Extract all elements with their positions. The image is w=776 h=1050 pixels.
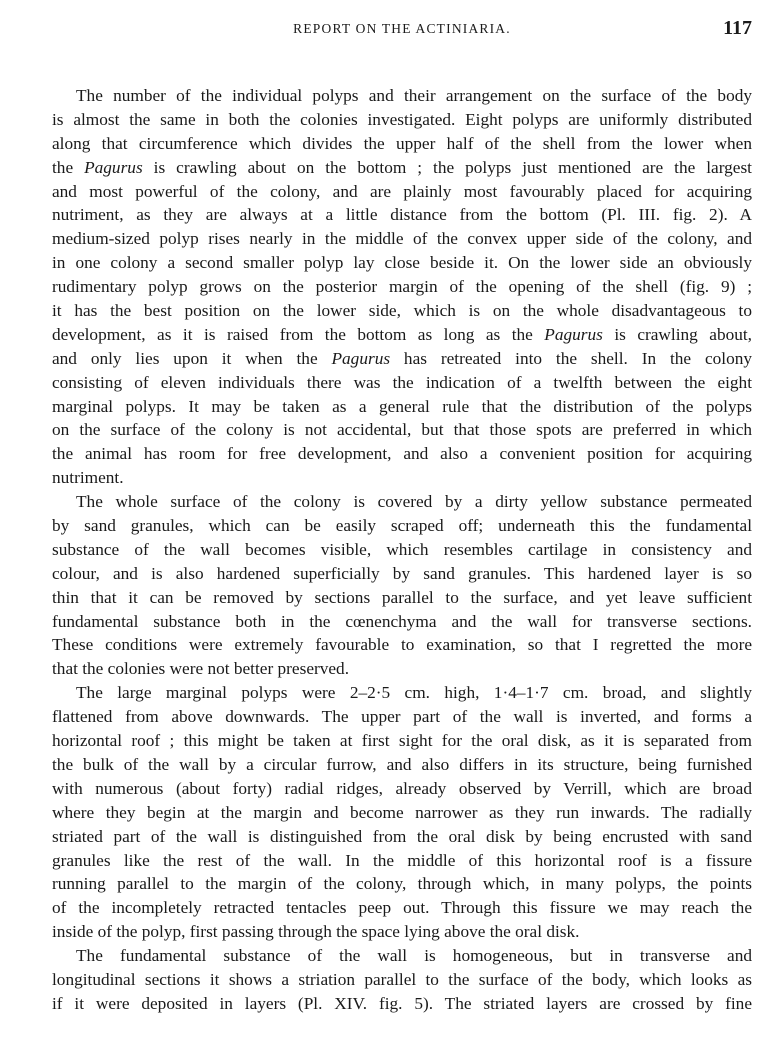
text-line: nutriment.: [52, 468, 124, 488]
text-line: nutriment, as they are always at a little distance from the bottom (Pl. III. fig. 2). A: [52, 205, 752, 225]
text-line: that the colonies were not better preserved.: [52, 659, 350, 679]
text-line: medium-sized polyp rises nearly in the middle of the convex upper side of the colony, and: [52, 229, 752, 249]
text-line: fundamental substance both in the cœnenchyma and the wall for transverse sections.: [52, 611, 752, 631]
text-line: is almost the same in both the colonies investigated. Eight polyps are uniformly distributed: [52, 109, 752, 129]
text-line: development, as it is raised from the bottom as long as the Pagurus is crawling about,: [52, 324, 752, 344]
text-line: These conditions were extremely favourable to examination, so that I regretted the more: [52, 635, 752, 655]
text-line: The fundamental substance of the wall is homogeneous, but in transverse and: [76, 946, 752, 966]
page-number: 117: [723, 17, 752, 39]
running-header: [52, 16, 752, 40]
text-line: marginal polyps. It may be taken as a general rule that the distribution of the polyps: [52, 396, 752, 416]
text-line: striated part of the wall is distinguished from the oral disk by being encrusted with sand: [52, 826, 752, 846]
text-line: substance of the wall becomes visible, which resembles cartilage in consistency and: [52, 539, 752, 559]
text-line: with numerous (about forty) radial ridges, already observed by Verrill, which are broad: [52, 778, 752, 798]
text-line: The number of the individual polyps and their arrangement on the surface of the body: [76, 86, 752, 105]
text-line: it has the best position on the lower side, which is on the whole disadvantageous to: [52, 301, 752, 321]
paragraph: [52, 944, 752, 1016]
text-line: rudimentary polyp grows on the posterior margin of the opening of the shell (fig. 9) ;: [52, 277, 752, 297]
text-line: running parallel to the margin of the colony, through which, in many polyps, the points: [52, 874, 752, 894]
paragraph: [52, 84, 752, 490]
text-line: the bulk of the wall by a circular furrow, and also differs in its structure, being furnished: [52, 754, 752, 774]
text-line: if it were deposited in layers (Pl. XIV. fig. 5). The striated layers are crossed by fine: [52, 993, 752, 1013]
text-line: and only lies upon it when the Pagurus has retreated into the shell. In the colony: [52, 348, 752, 368]
paragraph: [52, 490, 752, 681]
text-line: and most powerful of the colony, and are plainly most favourably placed for acquiring: [52, 181, 752, 201]
text-line: inside of the polyp, first passing through the space lying above the oral disk.: [52, 922, 580, 942]
text-line: where they begin at the margin and become narrower as they run inwards. The radially: [52, 802, 752, 822]
text-line: on the surface of the colony is not accidental, but that those spots are preferred in which: [52, 420, 752, 440]
text-line: the animal has room for free development, and also a convenient position for acquiring: [52, 444, 752, 464]
text-line: horizontal roof ; this might be taken at first sight for the oral disk, as it is separated from: [52, 731, 752, 751]
text-line: in one colony a second smaller polyp lay close beside it. On the lower side an obviously: [52, 253, 752, 273]
text-line: consisting of eleven individuals there was the indication of a twelfth between the eight: [52, 372, 752, 392]
text-line: colour, and is also hardened superficially by sand granules. This hardened layer is so: [52, 563, 752, 583]
paragraph: [52, 681, 752, 944]
text-line: The large marginal polyps were 2–2·5 cm. high, 1·4–1·7 cm. broad, and slightly: [76, 683, 752, 703]
body-text: [52, 84, 752, 1016]
text-line: flattened from above downwards. The upper part of the wall is inverted, and forms a: [52, 707, 752, 727]
running-title: REPORT ON THE ACTINIARIA.: [293, 21, 511, 36]
text-line: granules like the rest of the wall. In the middle of this horizontal roof is a fissure: [52, 850, 752, 870]
text-line: the Pagurus is crawling about on the bottom ; the polyps just mentioned are the largest: [52, 157, 752, 177]
text-line: by sand granules, which can be easily scraped off; underneath this the fundamental: [52, 516, 752, 536]
text-line: thin that it can be removed by sections parallel to the surface, and yet leave sufficient: [52, 587, 752, 607]
text-line: of the incompletely retracted tentacles peep out. Through this fissure we may reach the: [52, 898, 752, 918]
text-line: The whole surface of the colony is covered by a dirty yellow substance permeated: [76, 492, 752, 512]
text-line: longitudinal sections it shows a striation parallel to the surface of the body, which looks as: [52, 969, 752, 989]
text-line: along that circumference which divides the upper half of the shell from the lower when: [52, 133, 752, 153]
